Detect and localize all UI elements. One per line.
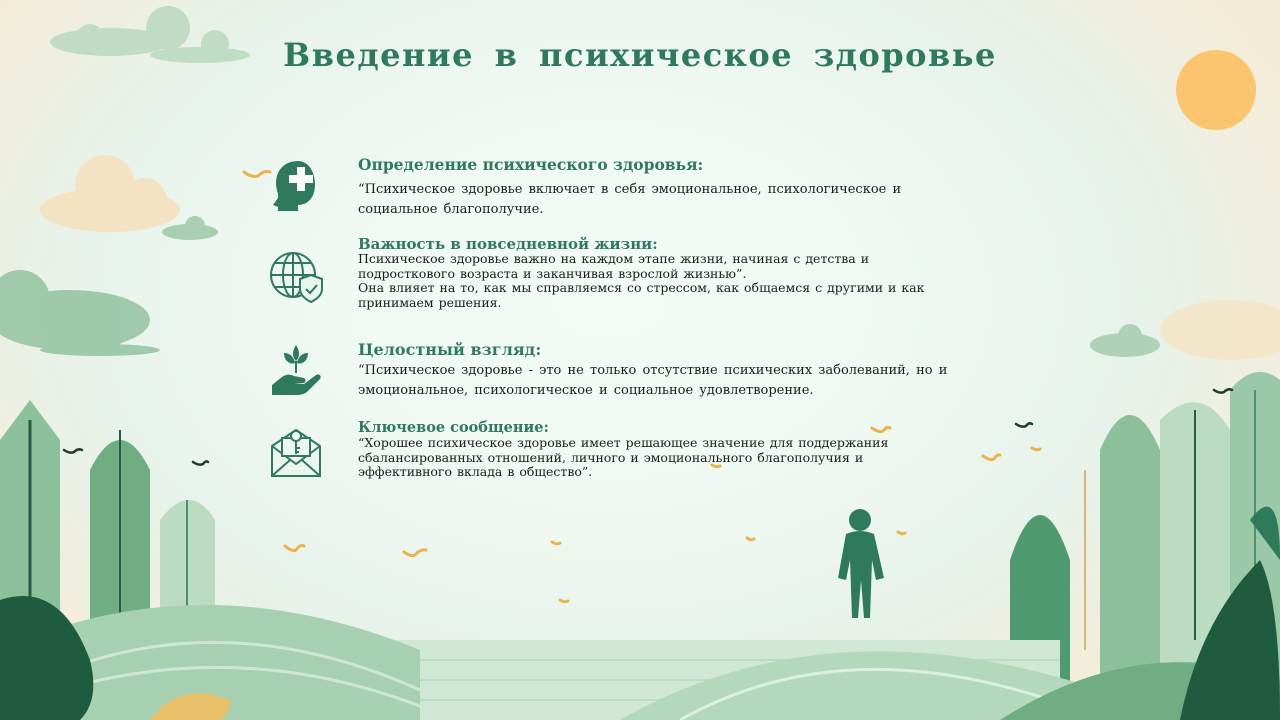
section-body-line: “Психическое здоровье - это не только отсутствие психических заболеваний, но и эмоциональное, психологическое и социальное удовлетворение. <box>358 363 948 398</box>
cloud-icon <box>40 155 180 232</box>
section-heading: Определение психического здоровья: <box>358 155 704 174</box>
globe-shield-icon <box>268 249 324 305</box>
section-body-line: “Психическое здоровье включает в себя эмоциональное, психологическое и социальное благополучие. <box>358 182 902 217</box>
section-body <box>358 180 966 220</box>
section-heading: Важность в повседневной жизни: <box>358 235 658 253</box>
section-body-line: Психическое здоровье важно на каждом этапе жизни, начиная с детства и подросткового возраста и заканчивая взрослой жизнью”. <box>358 251 870 281</box>
cloud-icon <box>1090 324 1160 357</box>
slide-title: Введение в психическое здоровье <box>283 36 997 74</box>
section-body <box>358 361 966 401</box>
cloud-icon <box>0 270 160 356</box>
hand-plant-icon <box>268 341 324 397</box>
envelope-key-icon <box>268 424 324 480</box>
cloud-icon <box>1160 300 1280 360</box>
head-plus-icon <box>268 157 324 213</box>
section-body-line: “Хорошее психическое здоровье имеет решающее значение для поддержания сбалансированных отношений, личного и эмоционального благополучия и эффективного вклада в общество”. <box>358 435 889 479</box>
section-heading: Целостный взгляд: <box>358 340 542 359</box>
person-figure-icon <box>838 509 884 618</box>
section-heading: Ключевое сообщение: <box>358 419 549 436</box>
section-body <box>358 252 966 310</box>
section-body-line: Она влияет на то, как мы справляемся со стрессом, как общаемся с другими и как принимаем решения. <box>358 280 925 310</box>
section-body <box>358 436 918 480</box>
